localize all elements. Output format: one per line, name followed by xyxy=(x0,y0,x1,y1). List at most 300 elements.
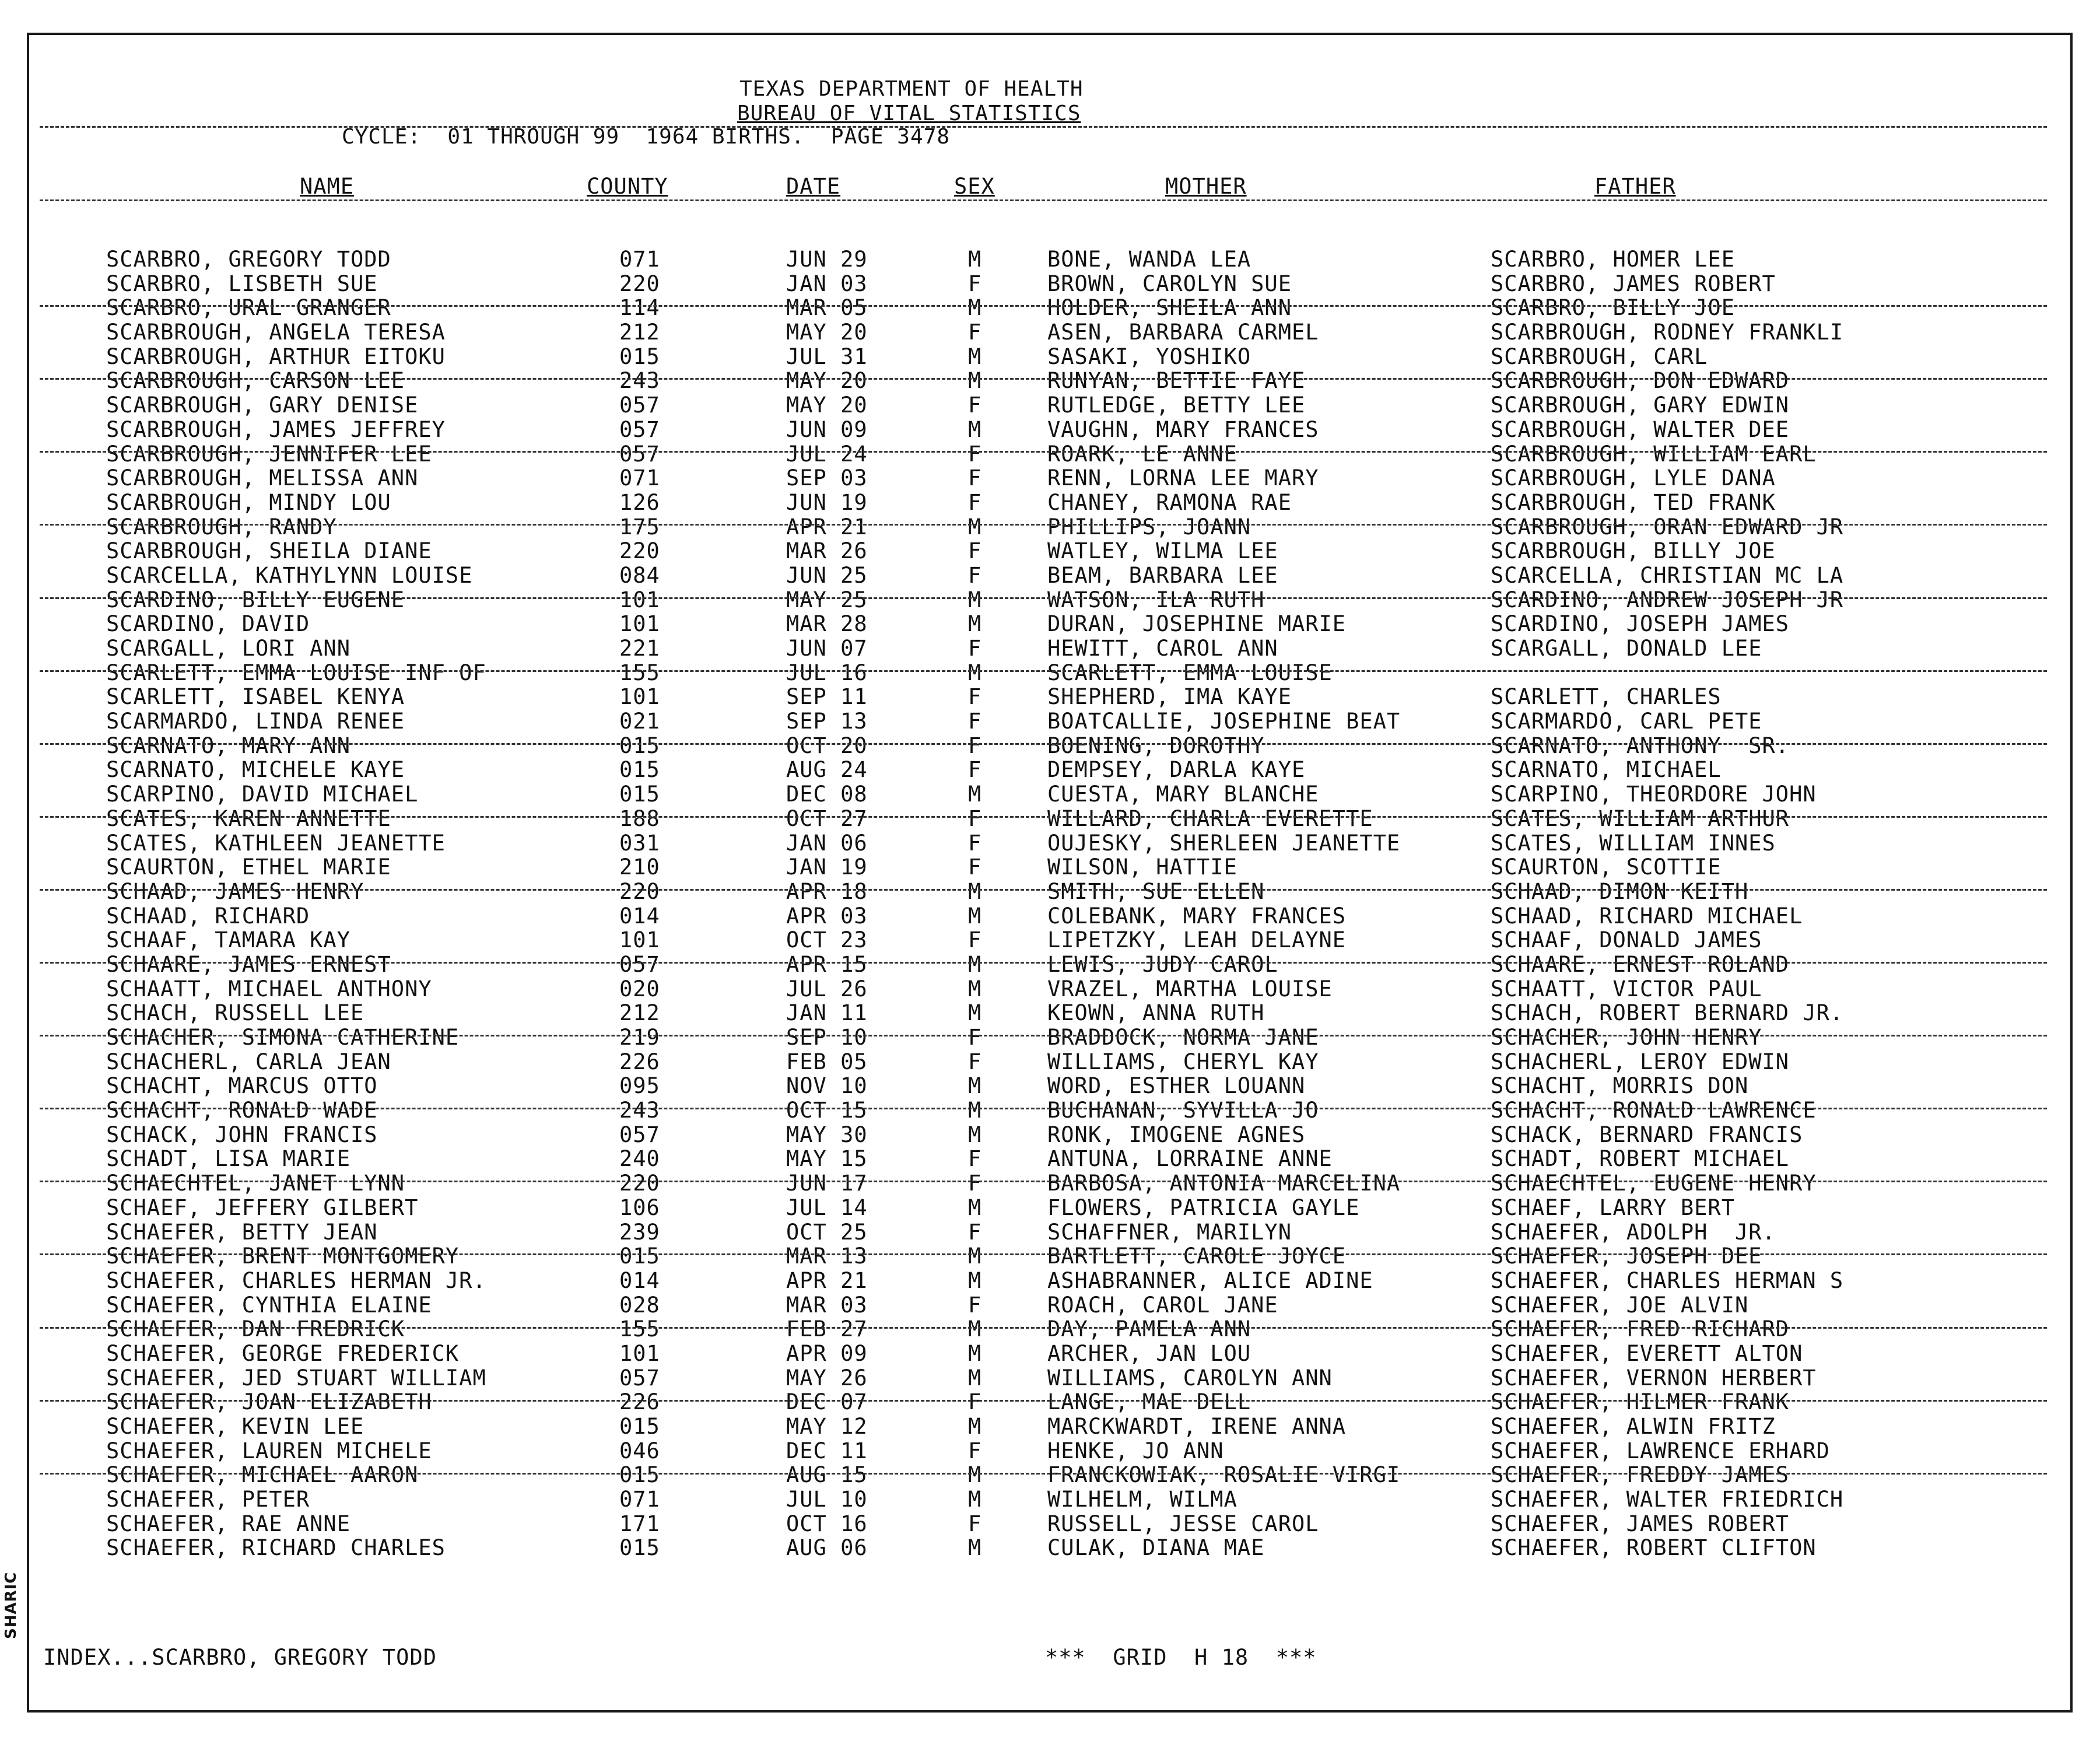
cell-county: 014 xyxy=(619,903,660,929)
cell-father: SCHAAD, RICHARD MICHAEL xyxy=(1491,903,1803,929)
cell-county: 071 xyxy=(619,247,660,272)
cell-name: SCHAAD, JAMES HENRY xyxy=(106,878,364,904)
index-footer: INDEX...SCARBRO, GREGORY TODD xyxy=(43,1645,437,1670)
cell-name: SCAURTON, ETHEL MARIE xyxy=(106,855,391,880)
cell-mother: WILLIAMS, CHERYL KAY xyxy=(1047,1049,1319,1074)
cell-sex: F xyxy=(968,393,982,418)
table-row xyxy=(0,904,2100,929)
cell-county: 155 xyxy=(619,660,660,685)
cell-sex: F xyxy=(968,489,982,515)
table-row xyxy=(0,1123,2100,1147)
table-row xyxy=(0,563,2100,588)
cell-mother: ROACH, CAROL JANE xyxy=(1047,1292,1278,1318)
cell-sex: M xyxy=(968,1462,982,1488)
cell-father: SCARBROUGH, TED FRANK xyxy=(1491,489,1776,515)
cell-date: MAR 26 xyxy=(786,538,868,564)
table-row xyxy=(0,1147,2100,1171)
table-row xyxy=(0,1269,2100,1293)
cell-sex: M xyxy=(968,1195,982,1220)
cell-county: 240 xyxy=(619,1146,660,1172)
cell-father: SCHAARE, ERNEST ROLAND xyxy=(1491,951,1790,977)
cell-father: SCHAEFER, JOE ALVIN xyxy=(1491,1292,1749,1318)
cell-county: 015 xyxy=(619,733,660,758)
cell-name: SCHAEFER, RAE ANNE xyxy=(106,1511,350,1536)
cell-sex: M xyxy=(968,344,982,369)
cell-name: SCARBROUGH, CARSON LEE xyxy=(106,368,405,394)
cell-name: SCARBROUGH, ARTHUR EITOKU xyxy=(106,344,446,369)
cell-sex: F xyxy=(968,465,982,491)
cell-date: MAY 26 xyxy=(786,1365,868,1391)
cell-mother: SCHAFFNER, MARILYN xyxy=(1047,1219,1292,1245)
cell-father: SCARBRO, HOMER LEE xyxy=(1491,247,1735,272)
cell-name: SCARBROUGH, ANGELA TERESA xyxy=(106,320,446,345)
table-row xyxy=(0,1317,2100,1342)
cell-mother: SASAKI, YOSHIKO xyxy=(1047,344,1251,369)
cell-name: SCHAATT, MICHAEL ANTHONY xyxy=(106,976,432,1001)
table-row xyxy=(0,588,2100,612)
records-list xyxy=(0,247,2100,1560)
cell-date: MAY 20 xyxy=(786,393,868,418)
cell-name: SCARNATO, MARY ANN xyxy=(106,733,350,758)
cell-name: SCATES, KATHLEEN JEANETTE xyxy=(106,830,446,856)
cell-father: SCHAEFER, JAMES ROBERT xyxy=(1491,1511,1790,1536)
cell-date: OCT 20 xyxy=(786,733,868,758)
cell-date: JUL 26 xyxy=(786,976,868,1001)
cell-county: 021 xyxy=(619,709,660,734)
column-header-sex: SEX xyxy=(954,174,995,199)
cell-name: SCATES, KAREN ANNETTE xyxy=(106,806,391,831)
cell-mother: COLEBANK, MARY FRANCES xyxy=(1047,903,1347,929)
row-separator xyxy=(40,1035,2047,1036)
cell-father: SCARCELLA, CHRISTIAN MC LA xyxy=(1491,562,1844,588)
table-row xyxy=(0,247,2100,272)
cell-county: 101 xyxy=(619,611,660,637)
cell-name: SCHAEFER, BETTY JEAN xyxy=(106,1219,378,1245)
cell-name: SCARDINO, BILLY EUGENE xyxy=(106,587,405,612)
cell-mother: WATLEY, WILMA LEE xyxy=(1047,538,1278,564)
cell-name: SCARBROUGH, GARY DENISE xyxy=(106,393,419,418)
cell-county: 239 xyxy=(619,1219,660,1245)
cell-mother: WILLIAMS, CAROLYN ANN xyxy=(1047,1365,1333,1391)
cell-county: 101 xyxy=(619,1340,660,1366)
cell-father: SCARBROUGH, RODNEY FRANKLI xyxy=(1491,320,1844,345)
cell-name: SCARNATO, MICHELE KAYE xyxy=(106,757,405,783)
table-row xyxy=(0,1025,2100,1050)
cell-father: SCHAEFER, JOSEPH DEE xyxy=(1491,1244,1762,1269)
cell-sex: M xyxy=(968,782,982,807)
cell-father: SCHACK, BERNARD FRANCIS xyxy=(1491,1122,1803,1147)
cell-mother: WILHELM, WILMA xyxy=(1047,1487,1237,1512)
row-separator xyxy=(40,1253,2047,1255)
cell-mother: BEAM, BARBARA LEE xyxy=(1047,562,1278,588)
cell-father: SCARNATO, ANTHONY SR. xyxy=(1491,733,1790,758)
cell-county: 243 xyxy=(619,1098,660,1123)
cell-date: MAR 28 xyxy=(786,611,868,637)
cell-sex: F xyxy=(968,1049,982,1074)
cell-father: SCARDINO, JOSEPH JAMES xyxy=(1491,611,1790,637)
table-row xyxy=(0,1293,2100,1318)
table-row xyxy=(0,1074,2100,1098)
table-row xyxy=(0,418,2100,442)
cell-sex: M xyxy=(968,1122,982,1147)
cell-father: SCHAATT, VICTOR PAUL xyxy=(1491,976,1762,1001)
cell-father: SCHAAF, DONALD JAMES xyxy=(1491,927,1762,953)
cell-county: 057 xyxy=(619,393,660,418)
cell-mother: BONE, WANDA LEA xyxy=(1047,247,1251,272)
cell-sex: M xyxy=(968,1365,982,1391)
cell-county: 101 xyxy=(619,927,660,953)
cell-sex: M xyxy=(968,416,982,442)
cell-date: DEC 11 xyxy=(786,1438,868,1463)
cell-county: 015 xyxy=(619,757,660,783)
cell-date: SEP 03 xyxy=(786,465,868,491)
cell-name: SCARBRO, URAL GRANGER xyxy=(106,295,391,321)
table-row xyxy=(0,807,2100,831)
cell-county: 243 xyxy=(619,368,660,394)
cell-mother: WILSON, HATTIE xyxy=(1047,855,1237,880)
column-header-rule xyxy=(40,199,2047,201)
cell-date: FEB 27 xyxy=(786,1316,868,1342)
table-row xyxy=(0,1414,2100,1439)
table-row xyxy=(0,539,2100,563)
cell-date: JAN 19 xyxy=(786,855,868,880)
cell-sex: F xyxy=(968,441,982,467)
cell-date: SEP 11 xyxy=(786,684,868,710)
cell-sex: M xyxy=(968,514,982,540)
table-row xyxy=(0,272,2100,296)
cell-sex: M xyxy=(968,1000,982,1026)
table-row xyxy=(0,782,2100,807)
cell-father: SCARBROUGH, WILLIAM EARL xyxy=(1491,441,1817,467)
cell-name: SCHACHER, SIMONA CATHERINE xyxy=(106,1025,460,1050)
cell-name: SCHAEFER, LAUREN MICHELE xyxy=(106,1438,432,1463)
cell-sex: M xyxy=(968,951,982,977)
table-row xyxy=(0,709,2100,734)
column-header-father: FATHER xyxy=(1594,174,1676,199)
cell-sex: F xyxy=(968,1146,982,1172)
cell-sex: F xyxy=(968,1511,982,1536)
cell-sex: F xyxy=(968,562,982,588)
column-header-date: DATE xyxy=(786,174,841,199)
cell-date: JUN 07 xyxy=(786,636,868,661)
cell-date: OCT 15 xyxy=(786,1098,868,1123)
cell-date: JUL 10 xyxy=(786,1487,868,1512)
cell-name: SCHAEFER, PETER xyxy=(106,1487,310,1512)
cell-name: SCARBRO, GREGORY TODD xyxy=(106,247,391,272)
cell-county: 221 xyxy=(619,636,660,661)
cell-sex: F xyxy=(968,271,982,296)
cell-name: SCARGALL, LORI ANN xyxy=(106,636,350,661)
cell-sex: M xyxy=(968,1487,982,1512)
cell-father: SCHACHT, MORRIS DON xyxy=(1491,1073,1749,1099)
cell-name: SCHAEFER, BRENT MONTGOMERY xyxy=(106,1244,460,1269)
cell-father: SCHAEFER, WALTER FRIEDRICH xyxy=(1491,1487,1844,1512)
cell-mother: ASHABRANNER, ALICE ADINE xyxy=(1047,1267,1373,1293)
cell-mother: HENKE, JO ANN xyxy=(1047,1438,1224,1463)
cell-name: SCARLETT, ISABEL KENYA xyxy=(106,684,405,710)
cell-county: 046 xyxy=(619,1438,660,1463)
header-rule xyxy=(40,126,2047,128)
table-row xyxy=(0,491,2100,515)
cell-sex: F xyxy=(968,927,982,953)
row-separator xyxy=(40,1400,2047,1402)
cell-county: 220 xyxy=(619,1171,660,1196)
cell-father: SCATES, WILLIAM ARTHUR xyxy=(1491,806,1790,831)
cell-mother: ARCHER, JAN LOU xyxy=(1047,1340,1251,1366)
cell-name: SCHAEF, JEFFERY GILBERT xyxy=(106,1195,419,1220)
cell-father: SCHAAD, DIMON KEITH xyxy=(1491,878,1749,904)
cell-sex: M xyxy=(968,1340,982,1366)
cell-mother: BOATCALLIE, JOSEPHINE BEAT xyxy=(1047,709,1401,734)
cell-county: 106 xyxy=(619,1195,660,1220)
cell-date: APR 21 xyxy=(786,514,868,540)
cell-mother: HOLDER, SHEILA ANN xyxy=(1047,295,1292,321)
cell-date: AUG 15 xyxy=(786,1462,868,1488)
cell-father: SCARMARDO, CARL PETE xyxy=(1491,709,1762,734)
row-separator xyxy=(40,597,2047,599)
cell-sex: M xyxy=(968,1267,982,1293)
row-separator xyxy=(40,1327,2047,1329)
cycle-line: CYCLE: 01 THROUGH 99 1964 BIRTHS. PAGE 3478 xyxy=(342,125,950,149)
cell-date: OCT 25 xyxy=(786,1219,868,1245)
cell-date: NOV 10 xyxy=(786,1073,868,1099)
cell-sex: F xyxy=(968,1438,982,1463)
cell-county: 015 xyxy=(619,1414,660,1439)
cell-name: SCHAECHTEL, JANET LYNN xyxy=(106,1171,405,1196)
cell-mother: ROARK, LE ANNE xyxy=(1047,441,1237,467)
cell-sex: M xyxy=(968,660,982,685)
cell-name: SCHAEFER, JED STUART WILLIAM xyxy=(106,1365,486,1391)
row-separator xyxy=(40,962,2047,964)
column-header-county: COUNTY xyxy=(587,174,668,199)
row-separator xyxy=(40,378,2047,380)
row-separator xyxy=(40,305,2047,307)
cell-sex: F xyxy=(968,733,982,758)
table-row xyxy=(0,1536,2100,1560)
cell-sex: F xyxy=(968,1219,982,1245)
cell-county: 220 xyxy=(619,878,660,904)
table-row xyxy=(0,1001,2100,1025)
cell-name: SCARBROUGH, RANDY xyxy=(106,514,337,540)
cell-mother: LEWIS, JUDY CAROL xyxy=(1047,951,1278,977)
cell-name: SCARBRO, LISBETH SUE xyxy=(106,271,378,296)
cell-county: 188 xyxy=(619,806,660,831)
cell-date: JUL 14 xyxy=(786,1195,868,1220)
cell-date: JAN 03 xyxy=(786,271,868,296)
table-row xyxy=(0,1050,2100,1074)
cell-name: SCHADT, LISA MARIE xyxy=(106,1146,350,1172)
cell-date: MAY 30 xyxy=(786,1122,868,1147)
cell-date: MAY 12 xyxy=(786,1414,868,1439)
grid-footer: *** GRID H 18 *** xyxy=(1045,1645,1317,1670)
cell-date: APR 21 xyxy=(786,1267,868,1293)
table-row xyxy=(0,345,2100,369)
table-row xyxy=(0,952,2100,977)
cell-county: 015 xyxy=(619,1244,660,1269)
cell-father: SCARBROUGH, BILLY JOE xyxy=(1491,538,1776,564)
cell-father: SCHAEFER, FREDDY JAMES xyxy=(1491,1462,1790,1488)
cell-mother: BOENING, DOROTHY xyxy=(1047,733,1265,758)
cell-name: SCHACH, RUSSELL LEE xyxy=(106,1000,364,1026)
cell-sex: F xyxy=(968,757,982,783)
cell-county: 015 xyxy=(619,1535,660,1561)
table-row xyxy=(0,515,2100,540)
cell-sex: F xyxy=(968,1389,982,1415)
cell-county: 101 xyxy=(619,684,660,710)
cell-mother: CHANEY, RAMONA RAE xyxy=(1047,489,1292,515)
cell-name: SCHAEFER, GEORGE FREDERICK xyxy=(106,1340,460,1366)
cell-name: SCARBROUGH, MINDY LOU xyxy=(106,489,391,515)
cell-name: SCARBROUGH, JENNIFER LEE xyxy=(106,441,432,467)
cell-date: AUG 24 xyxy=(786,757,868,783)
cell-date: DEC 08 xyxy=(786,782,868,807)
cell-date: OCT 27 xyxy=(786,806,868,831)
cell-county: 015 xyxy=(619,782,660,807)
cell-date: MAR 05 xyxy=(786,295,868,321)
cell-sex: M xyxy=(968,587,982,612)
cell-county: 057 xyxy=(619,1365,660,1391)
table-row xyxy=(0,880,2100,904)
cell-mother: LANGE, MAE DELL xyxy=(1047,1389,1251,1415)
cell-mother: WORD, ESTHER LOUANN xyxy=(1047,1073,1306,1099)
cell-county: 126 xyxy=(619,489,660,515)
cell-mother: KEOWN, ANNA RUTH xyxy=(1047,1000,1265,1026)
cell-county: 175 xyxy=(619,514,660,540)
cell-mother: RONK, IMOGENE AGNES xyxy=(1047,1122,1306,1147)
cell-county: 210 xyxy=(619,855,660,880)
cell-sex: F xyxy=(968,1292,982,1318)
cell-county: 071 xyxy=(619,1487,660,1512)
table-row xyxy=(0,320,2100,345)
cell-name: SCHAARE, JAMES ERNEST xyxy=(106,951,391,977)
cell-date: JUN 17 xyxy=(786,1171,868,1196)
row-separator xyxy=(40,670,2047,672)
cell-mother: BARTLETT, CAROLE JOYCE xyxy=(1047,1244,1347,1269)
cell-name: SCHACHT, RONALD WADE xyxy=(106,1098,378,1123)
cell-sex: M xyxy=(968,368,982,394)
cell-county: 171 xyxy=(619,1511,660,1536)
cell-father: SCAURTON, SCOTTIE xyxy=(1491,855,1722,880)
cell-sex: F xyxy=(968,806,982,831)
cell-mother: WILLARD, CHARLA EVERETTE xyxy=(1047,806,1373,831)
cell-father: SCHAEF, LARRY BERT xyxy=(1491,1195,1735,1220)
cell-mother: BROWN, CAROLYN SUE xyxy=(1047,271,1292,296)
cell-date: JAN 11 xyxy=(786,1000,868,1026)
table-row xyxy=(0,1463,2100,1487)
table-row xyxy=(0,369,2100,393)
cell-sex: F xyxy=(968,538,982,564)
row-separator xyxy=(40,451,2047,453)
cell-sex: M xyxy=(968,1098,982,1123)
cell-mother: ANTUNA, LORRAINE ANNE xyxy=(1047,1146,1333,1172)
cell-sex: M xyxy=(968,1316,982,1342)
cell-date: DEC 07 xyxy=(786,1389,868,1415)
cell-father: SCHAEFER, FRED RICHARD xyxy=(1491,1316,1790,1342)
cell-name: SCARCELLA, KATHYLYNN LOUISE xyxy=(106,562,473,588)
cell-name: SCHAEFER, RICHARD CHARLES xyxy=(106,1535,446,1561)
table-row xyxy=(0,758,2100,782)
column-header-mother: MOTHER xyxy=(1165,174,1247,199)
table-row xyxy=(0,1512,2100,1536)
cell-father: SCHAEFER, LAWRENCE ERHARD xyxy=(1491,1438,1830,1463)
table-row xyxy=(0,612,2100,636)
cell-county: 028 xyxy=(619,1292,660,1318)
cell-sex: F xyxy=(968,830,982,856)
table-row xyxy=(0,393,2100,418)
cell-father: SCARBROUGH, CARL xyxy=(1491,344,1708,369)
cell-father: SCARLETT, CHARLES xyxy=(1491,684,1722,710)
cell-date: SEP 10 xyxy=(786,1025,868,1050)
cell-mother: RUSSELL, JESSE CAROL xyxy=(1047,1511,1319,1536)
cell-county: 015 xyxy=(619,344,660,369)
table-row xyxy=(0,1342,2100,1366)
cell-date: AUG 06 xyxy=(786,1535,868,1561)
cell-sex: F xyxy=(968,636,982,661)
cell-name: SCARPINO, DAVID MICHAEL xyxy=(106,782,419,807)
cell-name: SCHAEFER, CYNTHIA ELAINE xyxy=(106,1292,432,1318)
bureau-title: BUREAU OF VITAL STATISTICS xyxy=(737,101,1081,125)
cell-county: 095 xyxy=(619,1073,660,1099)
table-row xyxy=(0,928,2100,952)
cell-name: SCHAAD, RICHARD xyxy=(106,903,310,929)
cell-name: SCHAEFER, MICHAEL AARON xyxy=(106,1462,419,1488)
cell-sex: M xyxy=(968,1244,982,1269)
cell-county: 226 xyxy=(619,1389,660,1415)
cell-county: 212 xyxy=(619,1000,660,1026)
cell-name: SCARDINO, DAVID xyxy=(106,611,310,637)
cell-date: OCT 16 xyxy=(786,1511,868,1536)
table-row xyxy=(0,1487,2100,1512)
row-separator xyxy=(40,816,2047,818)
column-header-name: NAME xyxy=(300,174,355,199)
cell-county: 057 xyxy=(619,441,660,467)
row-separator xyxy=(40,743,2047,745)
cell-father: SCATES, WILLIAM INNES xyxy=(1491,830,1776,856)
cell-sex: M xyxy=(968,247,982,272)
cell-county: 031 xyxy=(619,830,660,856)
cell-county: 114 xyxy=(619,295,660,321)
cell-name: SCHACK, JOHN FRANCIS xyxy=(106,1122,378,1147)
cell-name: SCARBROUGH, JAMES JEFFREY xyxy=(106,416,446,442)
cell-father: SCARBRO, BILLY JOE xyxy=(1491,295,1735,321)
table-row xyxy=(0,1390,2100,1414)
cell-date: JUN 29 xyxy=(786,247,868,272)
cell-father: SCHAEFER, ADOLPH JR. xyxy=(1491,1219,1776,1245)
cell-father: SCARGALL, DONALD LEE xyxy=(1491,636,1762,661)
cell-mother: BRADDOCK, NORMA JANE xyxy=(1047,1025,1319,1050)
row-separator xyxy=(40,889,2047,891)
cell-father: SCHAECHTEL, EUGENE HENRY xyxy=(1491,1171,1817,1196)
agency-title: TEXAS DEPARTMENT OF HEALTH xyxy=(739,77,1084,101)
cell-mother: OUJESKY, SHERLEEN JEANETTE xyxy=(1047,830,1401,856)
table-row xyxy=(0,442,2100,467)
cell-name: SCHAEFER, JOAN ELIZABETH xyxy=(106,1389,432,1415)
cell-sex: F xyxy=(968,855,982,880)
table-row xyxy=(0,685,2100,709)
cell-mother: VRAZEL, MARTHA LOUISE xyxy=(1047,976,1333,1001)
cell-date: JUL 24 xyxy=(786,441,868,467)
cell-date: FEB 05 xyxy=(786,1049,868,1074)
cell-mother: DEMPSEY, DARLA KAYE xyxy=(1047,757,1306,783)
table-row xyxy=(0,977,2100,1001)
cell-mother: CUESTA, MARY BLANCHE xyxy=(1047,782,1319,807)
table-row xyxy=(0,1098,2100,1123)
table-row xyxy=(0,1171,2100,1196)
cell-name: SCHAAF, TAMARA KAY xyxy=(106,927,350,953)
cell-sex: M xyxy=(968,1073,982,1099)
table-row xyxy=(0,636,2100,661)
cell-date: APR 03 xyxy=(786,903,868,929)
